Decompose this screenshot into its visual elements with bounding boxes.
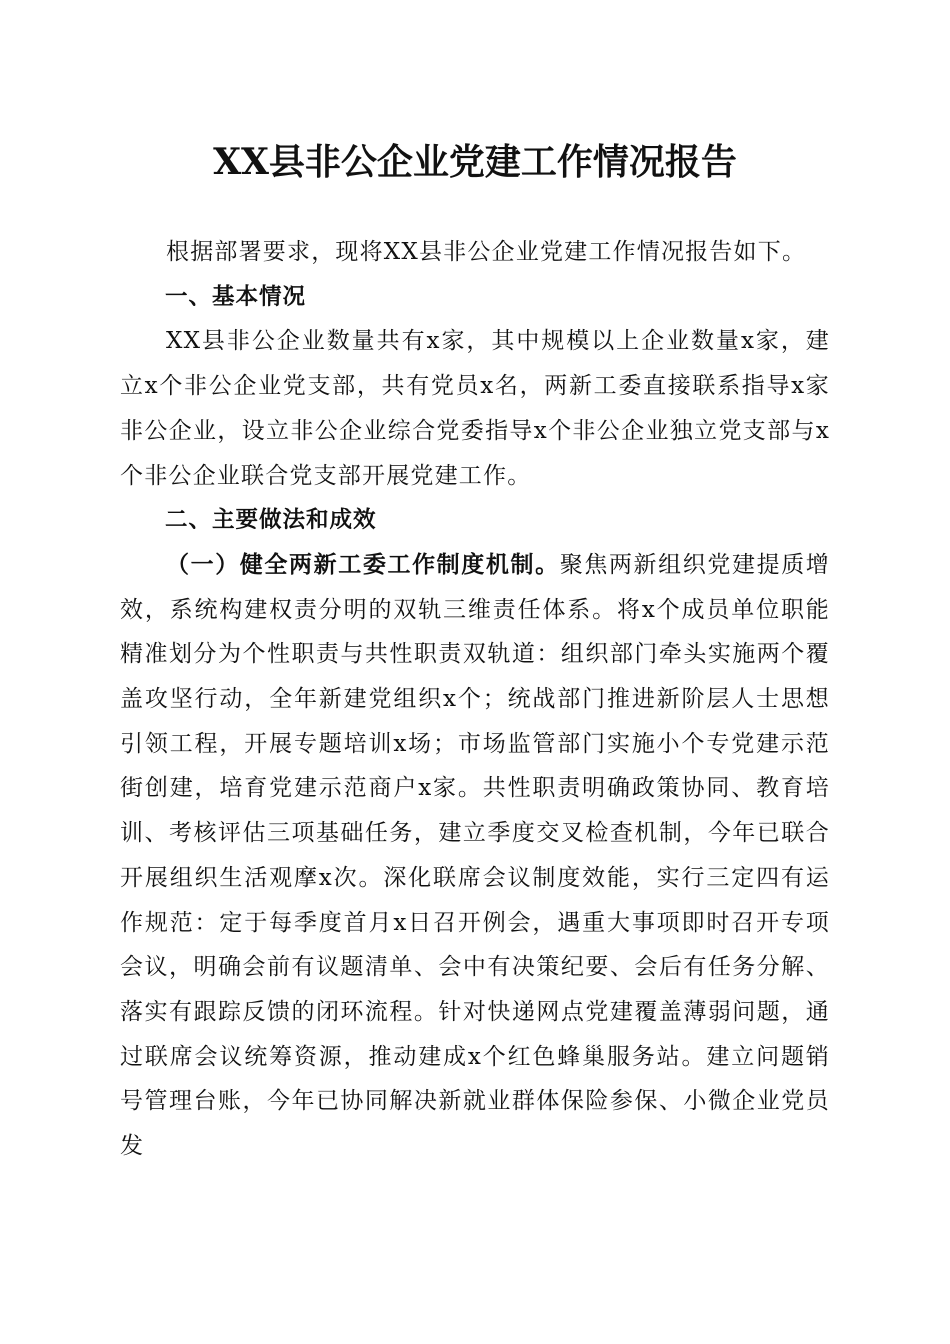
document-body — [120, 230, 830, 1169]
section-heading-main-practices: 二、主要做法和成效 — [165, 507, 377, 534]
section-heading-basic-situation: 一、基本情况 — [165, 283, 307, 310]
basic-situation-paragraph: XX县非公企业数量共有x家，其中规模以上企业数量x家，建立x个非公企业党支部，共有党员x名，两新工委直接联系指导x家非公企业，设立非公企业综合党委指导x个非公企业独立党支部与x个非公企业联合党支部开展党建工作。 — [120, 328, 830, 489]
practice-paragraph-1-text: 聚焦两新组织党建提质增效，系统构建权责分明的双轨三维责任体系。将x个成员单位职能精准划分为个性职责与共性职责双轨道：组织部门牵头实施两个覆盖攻坚行动，全年新建党组织x个；统战部门推进新阶层人士思想引领工程，开展专题培训x场；市场监管部门实施小个专党建示范街创建，培育党建示范商户x家。共性职责明确政策协同、教育培训、考核评估三项基础任务，建立季度交叉检查机制，今年已联合开展组织生活观摩x次。深化联席会议制度效能，实行三定四有运作规范：定于每季度首月x日召开例会，遇重大事项即时召开专项会议，明确会前有议题清单、会中有决策纪要、会后有任务分解、落实有跟踪反馈的闭环流程。针对快递网点党建覆盖薄弱问题，通过联席会议统筹资源，推动建成x个红色蜂巢服务站。建立问题销号管理台账，今年已协同解决新就业群体保险参保、小微企业党员发 — [120, 551, 831, 1160]
subsection-heading-1: （一）健全两新工委工作制度机制。 — [166, 550, 560, 578]
intro-paragraph: 根据部署要求，现将XX县非公企业党建工作情况报告如下。 — [166, 239, 807, 265]
document-title: XX县非公企业党建工作情况报告 — [213, 141, 737, 183]
practice-paragraph-1 — [120, 543, 830, 1169]
